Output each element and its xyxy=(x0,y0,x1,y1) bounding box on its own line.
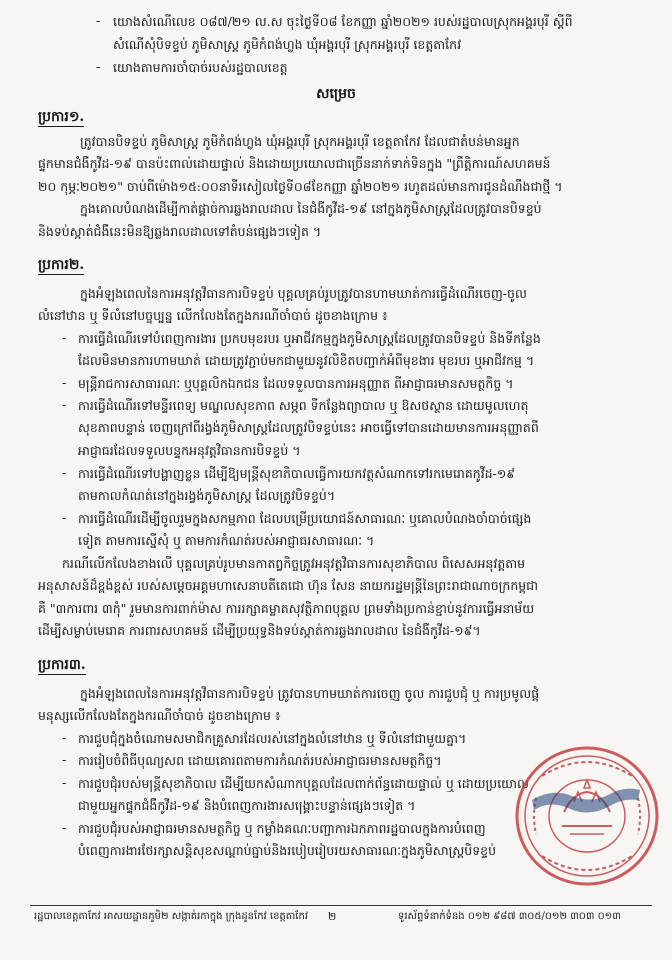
bullet-dash: - xyxy=(96,14,101,29)
article2-line: តាមកាលកំណត់នៅក្នុងរង្វង់ភូមិសាស្ត្រ ដែលត្រូវបិទខ្ទប់។ xyxy=(78,488,336,503)
article3-line: ការជួបជុំក្នុងចំណោមសមាជិកគ្រួសារដែលរស់នៅក្នុងលំនៅឋាន ឬ ទីលំនៅជាមួយគ្នា។ xyxy=(78,731,467,746)
official-seal-stamp xyxy=(512,742,662,890)
article2-line: ករណីលើកលែងខាងលើ បុគ្គលគ្រប់រូបមានកាតព្វកិច្ចត្រូវអនុវត្តវិធានការសុខាភិបាល ពិសេសអនុវត្តតាម xyxy=(62,556,526,571)
article3-line: ការជួបជុំរបស់មន្ត្រីសុខាភិបាល ដើម្បីយកសំណាកបុគ្គលដែលពាក់ព័ន្ធដោយផ្ទាល់ ឬ ដោយប្រយោល xyxy=(78,776,529,791)
article2-line: មន្ត្រីរាជការសាធារណៈ ឬបុគ្គលិកឯកជន ដែលទទួលបានការអនុញ្ញាត ពីអាជ្ញាធរមានសមត្ថកិច្ច ។ xyxy=(78,376,514,391)
bullet-dash: - xyxy=(62,398,67,413)
article2-line: សុខភាពបន្ទាន់ ចេញក្រៅពីរង្វង់ភូមិសាស្ត្រដែលត្រូវបិទខ្ទប់នេះ អាចធ្វើទៅបានដោយមានការអនុញ្ញាតពី xyxy=(78,420,539,435)
intro-line: សំណើសុំបិទខ្ទប់ ភូមិសាស្ត្រ ភូមិកំពង់ហ្លួង ឃុំអង្គរបុរី ស្រុកអង្គរបុរី ខេត្តតាកែវ xyxy=(113,37,462,52)
footer-page-number: ២ xyxy=(328,910,337,923)
article1-line: ផ្ទុកមានជំងឺកូវីដ-១៩ បានប៉ះពាល់ដោយផ្ទាល់ និងដោយប្រយោលជាច្រើននាក់ទាក់ទិនក្នុង "ព្រឹត្តិការណ៍សហគមន៍ xyxy=(38,156,551,171)
footer-divider xyxy=(30,905,652,906)
bullet-dash: - xyxy=(62,753,67,768)
article3-line: ជាមួយអ្នកផ្ទុកជំងឺកូវីដ-១៩ និងបំពេញការងារសង្គ្រោះបន្ទាន់ផ្សេងៗទៀត ។ xyxy=(78,798,416,813)
article3-line: មនុស្សលើកលែងតែក្នុងករណីចាំបាច់ ដូចខាងក្រោម ៖ xyxy=(38,708,281,723)
article2-line: ការធ្វើដំណើរទៅមន្ទីរពេទ្យ មណ្ឌលសុខភាព សម្ភព ទីកន្លែងព្យាបាល ឬ ឱសថស្ថាន ដោយមូលហេតុ xyxy=(78,398,529,413)
footer-address: រដ្ឋបាលខេត្តតាកែវ អាសយដ្ឋានភូមិ២ សង្កាត់រកាក្នុង ក្រុងដូនកែវ ខេត្តតាកែវ xyxy=(34,911,308,922)
bullet-dash: - xyxy=(62,511,67,526)
article3-line: ការរៀបចំពិធីបុណ្យសព ដោយគោរពតាមការកំណត់របស់អាជ្ញាធរមានសមត្ថកិច្ច។ xyxy=(78,753,442,768)
article2-line: ការធ្វើដំណើរដើម្បីចូលរួមក្នុងសកម្មភាព ដែលបម្រើប្រយោជន៍សាធារណៈ ឬគោលបំណងចាំបាច់ផ្សេង xyxy=(78,511,532,526)
bullet-dash: - xyxy=(62,731,67,746)
article3-line: ក្នុងអំឡុងពេលនៃការអនុវត្តវិធានការបិទខ្ទប់ ត្រូវបានហាមឃាត់ការចេញ ចូល ការជួបជុំ ឬ ការប្រមូលផ្តុំ xyxy=(80,686,540,701)
article2-line: ទៀត តាមការស្នើសុំ ឬ តាមការកំណត់របស់អាជ្ញាធរសាធារណៈ ។ xyxy=(78,533,375,548)
bullet-dash: - xyxy=(62,776,67,791)
article2-line: ក្នុងអំឡុងពេលនៃការអនុវត្តវិធានការបិទខ្ទប់ បុគ្គលគ្រប់រូបត្រូវបានហាមឃាត់ការធ្វើដំណើរចេញ-ចូល xyxy=(80,286,527,301)
article2-line: អនុសាសន៍ដ៏ខ្ពង់ខ្ពស់ របស់សម្តេចអគ្គមហាសេនាបតីតេជោ ហ៊ុន សែន នាយករដ្ឋមន្ត្រីនៃព្រះរាជាណាចក្រកម្ពុជា xyxy=(38,578,539,593)
article1-heading: ប្រការ១. xyxy=(38,109,85,125)
article2-line: អាជ្ញាធរដែលទទួលបន្ទុកអនុវត្តវិធានការបិទខ្ទប់ ។ xyxy=(78,443,301,458)
article2-line: ការធ្វើដំណើរទៅបង្ហាញខ្លួន ដើម្បីឱ្យមន្ត្រីសុខាភិបាលធ្វើការយកវត្ថុសំណាកទៅរកមេរោគកូវីដ-១៩ xyxy=(78,466,516,481)
article1-line: ក្នុងគោលបំណងដើម្បីកាត់ផ្តាច់ការឆ្លងរាលដាល នៃជំងឺកូវីដ-១៩ នៅក្នុងភូមិសាស្ត្រដែលត្រូវបានបិទខ្ទប់ xyxy=(80,201,542,216)
bullet-dash: - xyxy=(62,331,67,346)
intro-line: យោងតាមការចាំបាច់របស់រដ្ឋបាលខេត្ត xyxy=(113,60,288,75)
decision-title: សម្រេច xyxy=(316,86,356,102)
bullet-dash: - xyxy=(62,466,67,481)
article3-heading: ប្រការ៣. xyxy=(38,657,86,673)
bullet-dash: - xyxy=(62,821,67,836)
article2-heading: ប្រការ២. xyxy=(38,257,85,273)
article2-line: លំនៅឋាន ឬ ទីលំនៅបច្ចុប្បន្ន លើកលែងតែក្នុងករណីចាំបាច់ ដូចខាងក្រោម ៖ xyxy=(38,308,388,323)
article3-line: ការជួបជុំរបស់អាជ្ញាធរមានសមត្ថកិច្ច ឬ កម្លាំងគណៈបញ្ជាការឯកភាពរដ្ឋបាលក្នុងការបំពេញ xyxy=(78,821,486,836)
article2-line: គឺ "៣ការពារ ៣កុំ" រួមមានការពាក់ម៉ាស ការរក្សាគម្លាតសុវត្ថិភាពបុគ្គល ព្រមទាំងប្រកាន់ខ្ជាប់នូវការធ្វើអនាម័យ xyxy=(38,601,535,616)
intro-line: យោងសំណើលេខ ០៨៧/២១ ល.ស ចុះថ្ងៃទី០៨ ខែកញ្ញា ឆ្នាំ២០២១ របស់រដ្ឋបាលស្រុកអង្គរបុរី ស្តីពី xyxy=(113,14,573,29)
article1-line: ត្រូវបានបិទខ្ទប់ ភូមិសាស្ត្រ ភូមិកំពង់ហ្លួង ឃុំអង្គរបុរី ស្រុកអង្គរបុរី ខេត្តតាកែវ ដែលជាតំបន់មានអ្នក xyxy=(80,134,520,149)
article2-line: ការធ្វើដំណើរទៅបំពេញការងារ ប្រកបមុខរបរ ឬអាជីវកម្មក្នុងភូមិសាស្ត្រដែលត្រូវបានបិទខ្ទប់ និងទីកន្លែង xyxy=(78,331,541,346)
bullet-dash: - xyxy=(96,60,101,75)
article2-line: ដើម្បីសម្លាប់មេរោគ ការពារសហគមន៍ ដើម្បីប្រយុទ្ធនិងទប់ស្កាត់ការឆ្លងរាលដាល នៃជំងឺកូវីដ-១៩។ xyxy=(38,623,481,638)
bullet-dash: - xyxy=(62,376,67,391)
article1-line: ២០ កុម្ភៈ២០២១" ចាប់ពីម៉ោង១៥:០០នាទីរសៀលថ្ងៃទី០៨ខែកញ្ញា ឆ្នាំ២០២១ រហូតដល់មានការជូនដំណឹងជាថ្មី ។ xyxy=(38,179,563,194)
article1-line: និងទប់ស្កាត់ជំងឺនេះមិនឱ្យឆ្លងរាលដាលទៅតំបន់ផ្សេងៗទៀត ។ xyxy=(38,224,322,239)
article2-line: ដែលមិនមានការហាមឃាត់ ដោយត្រូវភ្ជាប់មកជាមួយនូវលិខិតបញ្ជាក់អំពីមុខងារ មុខរបរ ឬអាជីវកម្ម ។ xyxy=(78,353,535,368)
footer-contact: ទូរស័ព្ទទំនាក់ទំនង ០១២ ៩៨៧ ៣០៥/០១២ ៣០៣ ០១៣ xyxy=(398,911,621,922)
article3-line: បំពេញការងារថែរក្សាសន្តិសុខសណ្តាប់ធ្នាប់និងរបៀបរៀបរយសាធារណៈក្នុងភូមិសាស្ត្របិទខ្ទប់ xyxy=(78,843,496,858)
